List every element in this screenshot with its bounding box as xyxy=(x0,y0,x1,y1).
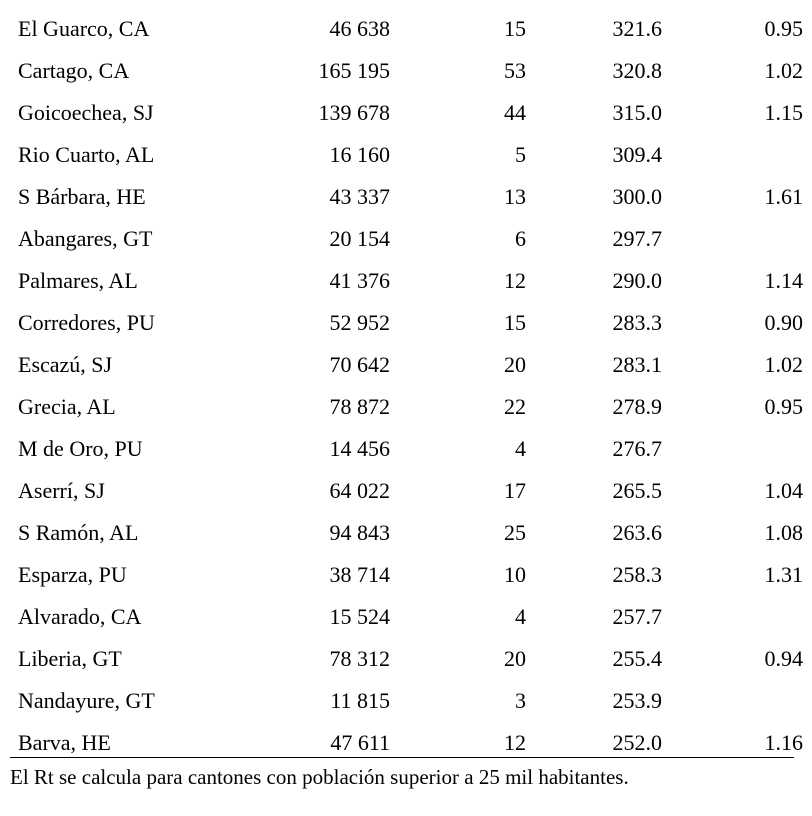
table-row xyxy=(10,344,805,386)
cases-cell: 12 xyxy=(504,730,526,755)
cases-cell: 53 xyxy=(504,58,526,83)
cases-cell: 25 xyxy=(504,520,526,545)
rt-cell xyxy=(662,218,805,260)
cases-cell: 20 xyxy=(504,352,526,377)
population-cell: 43 337 xyxy=(329,184,390,209)
cases-cell: 3 xyxy=(515,688,526,713)
rate-cell: 253.9 xyxy=(612,688,662,713)
cases-cell: 4 xyxy=(515,436,526,461)
population-cell: 139 678 xyxy=(318,100,390,125)
population-cell: 46 638 xyxy=(329,16,390,41)
canton-table-body xyxy=(10,8,805,764)
rate-cell: 257.7 xyxy=(612,604,662,629)
population-cell: 70 642 xyxy=(329,352,390,377)
population-cell: 94 843 xyxy=(329,520,390,545)
table-row xyxy=(10,92,805,134)
canton-cell: Esparza, PU xyxy=(18,562,127,587)
canton-cell: Alvarado, CA xyxy=(18,604,142,629)
rate-cell: 283.1 xyxy=(612,352,662,377)
rt-cell: 1.61 xyxy=(764,184,803,209)
canton-cell: Corredores, PU xyxy=(18,310,155,335)
rate-cell: 252.0 xyxy=(612,730,662,755)
rt-cell: 1.04 xyxy=(764,478,803,503)
canton-cell: Rio Cuarto, AL xyxy=(18,142,155,167)
rate-cell: 258.3 xyxy=(612,562,662,587)
data-table-container xyxy=(0,8,812,764)
cases-cell: 10 xyxy=(504,562,526,587)
rate-cell: 300.0 xyxy=(612,184,662,209)
canton-table xyxy=(10,8,805,764)
canton-cell: S Ramón, AL xyxy=(18,520,139,545)
table-row xyxy=(10,512,805,554)
table-row xyxy=(10,428,805,470)
table-row xyxy=(10,260,805,302)
population-cell: 64 022 xyxy=(329,478,390,503)
table-row xyxy=(10,134,805,176)
population-cell: 41 376 xyxy=(329,268,390,293)
table-row xyxy=(10,218,805,260)
cases-cell: 4 xyxy=(515,604,526,629)
rate-cell: 321.6 xyxy=(612,16,662,41)
rate-cell: 297.7 xyxy=(612,226,662,251)
canton-cell: El Guarco, CA xyxy=(18,16,150,41)
rate-cell: 290.0 xyxy=(612,268,662,293)
cases-cell: 44 xyxy=(504,100,526,125)
population-cell: 52 952 xyxy=(329,310,390,335)
table-footnote: El Rt se calcula para cantones con población superior a 25 mil habitantes. xyxy=(10,765,629,789)
rate-cell: 309.4 xyxy=(612,142,662,167)
population-cell: 11 815 xyxy=(330,688,390,713)
population-cell: 78 872 xyxy=(329,394,390,419)
table-row xyxy=(10,8,805,50)
table-row xyxy=(10,176,805,218)
cases-cell: 5 xyxy=(515,142,526,167)
rt-cell xyxy=(662,680,805,722)
population-cell: 14 456 xyxy=(329,436,390,461)
rt-cell: 1.31 xyxy=(764,562,803,587)
rate-cell: 320.8 xyxy=(612,58,662,83)
rt-cell: 0.95 xyxy=(764,16,803,41)
cases-cell: 13 xyxy=(504,184,526,209)
table-row xyxy=(10,638,805,680)
population-cell: 16 160 xyxy=(329,142,390,167)
rate-cell: 255.4 xyxy=(612,646,662,671)
table-row xyxy=(10,596,805,638)
rt-cell: 1.15 xyxy=(764,100,803,125)
rt-cell xyxy=(662,596,805,638)
population-cell: 15 524 xyxy=(329,604,390,629)
canton-cell: Nandayure, GT xyxy=(18,688,155,713)
population-cell: 20 154 xyxy=(329,226,390,251)
rate-cell: 315.0 xyxy=(612,100,662,125)
rt-cell: 0.90 xyxy=(764,310,803,335)
canton-cell: Palmares, AL xyxy=(18,268,138,293)
population-cell: 78 312 xyxy=(329,646,390,671)
cases-cell: 6 xyxy=(515,226,526,251)
rt-cell: 1.02 xyxy=(764,352,803,377)
table-row xyxy=(10,680,805,722)
canton-cell: Aserrí, SJ xyxy=(18,478,105,503)
rt-cell xyxy=(662,134,805,176)
rt-cell xyxy=(662,428,805,470)
table-row xyxy=(10,386,805,428)
population-cell: 165 195 xyxy=(318,58,390,83)
table-row xyxy=(10,302,805,344)
rate-cell: 278.9 xyxy=(612,394,662,419)
table-row xyxy=(10,50,805,92)
table-row xyxy=(10,470,805,512)
canton-cell: M de Oro, PU xyxy=(18,436,143,461)
canton-cell: Grecia, AL xyxy=(18,394,116,419)
rt-cell: 1.16 xyxy=(764,730,803,755)
rate-cell: 283.3 xyxy=(612,310,662,335)
population-cell: 38 714 xyxy=(329,562,390,587)
canton-cell: Abangares, GT xyxy=(18,226,153,251)
rt-cell: 0.95 xyxy=(764,394,803,419)
table-row xyxy=(10,554,805,596)
rate-cell: 276.7 xyxy=(612,436,662,461)
cases-cell: 20 xyxy=(504,646,526,671)
cases-cell: 15 xyxy=(504,310,526,335)
rt-cell: 1.02 xyxy=(764,58,803,83)
canton-cell: Cartago, CA xyxy=(18,58,130,83)
rate-cell: 265.5 xyxy=(612,478,662,503)
canton-cell: Escazú, SJ xyxy=(18,352,113,377)
cases-cell: 17 xyxy=(504,478,526,503)
cases-cell: 22 xyxy=(504,394,526,419)
canton-cell: Liberia, GT xyxy=(18,646,122,671)
cases-cell: 15 xyxy=(504,16,526,41)
rt-cell: 1.14 xyxy=(764,268,803,293)
table-bottom-rule xyxy=(10,757,794,758)
rt-cell: 1.08 xyxy=(764,520,803,545)
population-cell: 47 611 xyxy=(330,730,390,755)
canton-cell: Goicoechea, SJ xyxy=(18,100,154,125)
canton-cell: S Bárbara, HE xyxy=(18,184,146,209)
rate-cell: 263.6 xyxy=(612,520,662,545)
rt-cell: 0.94 xyxy=(764,646,803,671)
cases-cell: 12 xyxy=(504,268,526,293)
canton-cell: Barva, HE xyxy=(18,730,111,755)
